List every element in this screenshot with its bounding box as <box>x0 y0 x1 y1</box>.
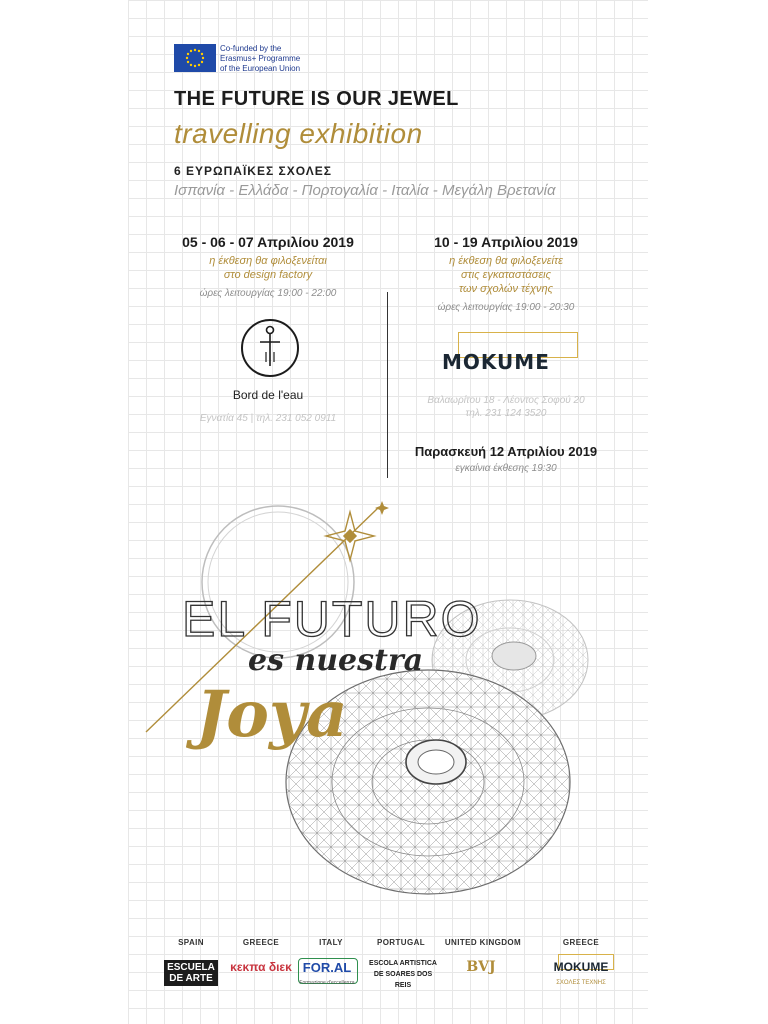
partner-logo-bvj: BVJ <box>466 959 496 975</box>
mokume-logo: MOKUME <box>442 350 550 374</box>
artwork-line3: Joya <box>196 677 348 752</box>
left-address: Εγνατία 45 | τηλ. 231 052 0911 <box>199 413 337 424</box>
left-date: 05 - 06 - 07 Απριλίου 2019 <box>182 234 354 250</box>
left-host-line2: στο design factory <box>223 269 313 281</box>
right-host-line3: των σχολών τέχνης <box>459 283 553 295</box>
countries-list: Ισπανία - Ελλάδα - Πορτογαλία - Ιταλία - Μεγάλη Βρετανία <box>174 182 556 199</box>
bord-de-leau-logo <box>240 318 300 383</box>
poster-subtitle: travelling exhibition <box>174 118 423 149</box>
poster-title: THE FUTURE IS OUR JEWEL <box>174 88 459 110</box>
artwork-line2: es nuestra <box>248 643 424 678</box>
partner-country-greece: GREECE <box>242 938 280 947</box>
exhibition-artwork <box>128 490 648 910</box>
partner-country-spain: SPAIN <box>178 938 204 947</box>
right-host-line2: στις εγκαταστάσεις <box>461 269 551 281</box>
partner-mokume-tagline: ΣΧΟΛΕΣ ΤΕΧΝΗΣ <box>556 980 606 986</box>
left-hours: ώρες λειτουργίας 19:00 - 22:00 <box>199 288 337 299</box>
artwork-line1: EL FUTURO <box>182 591 482 647</box>
partner-logo-soares-dos-reis: ESCOLA ARTISTICA DE SOARES DOS REIS <box>369 960 437 989</box>
partner-country-greece-2: GREECE <box>562 938 600 947</box>
schools-count: 6 ΕΥΡΩΠΑΪΚΕΣ ΣΧΟΛΕΣ <box>174 164 332 178</box>
partner-country-italy: ITALY <box>319 938 343 947</box>
eu-cofunded-text: Co-funded by the Erasmus+ Programme of the European Union <box>220 44 301 73</box>
partner-foral-tagline: Formazione d'eccellenza <box>299 980 355 986</box>
left-venue: Bord de l'eau <box>232 388 304 402</box>
partner-logo-foral: FOR.AL <box>302 960 352 975</box>
partner-country-portugal: PORTUGAL <box>376 938 426 947</box>
right-hours: ώρες λειτουργίας 19:00 - 20:30 <box>437 302 575 313</box>
gold-small-star-icon <box>375 501 389 515</box>
right-date: 10 - 19 Απριλίου 2019 <box>434 234 578 250</box>
partner-logo-escuela-de-arte: ESCUELA DE ARTE <box>164 960 218 986</box>
opening-date: Παρασκευή 12 Απριλίου 2019 <box>414 444 598 459</box>
opening-time: εγκαίνια έκθεσης 19:30 <box>455 463 557 474</box>
eu-flag-icon <box>174 44 216 72</box>
right-address-line1: Βαλαωρίτου 18 - Λέοντος Σοφού 20 <box>427 395 585 406</box>
column-divider <box>387 292 388 478</box>
partner-country-uk: UNITED KINGDOM <box>444 938 522 947</box>
poster <box>128 0 648 1024</box>
right-address-line2: τηλ. 231 124 3520 <box>465 408 547 419</box>
partner-logo-kekpa: κεκπα διεκ <box>230 960 292 974</box>
right-host-line1: η έκθεση θα φιλοξενείτε <box>449 255 563 267</box>
left-host-line1: η έκθεση θα φιλοξενείται <box>209 255 327 267</box>
partner-logo-mokume: MOKUME <box>553 960 609 974</box>
